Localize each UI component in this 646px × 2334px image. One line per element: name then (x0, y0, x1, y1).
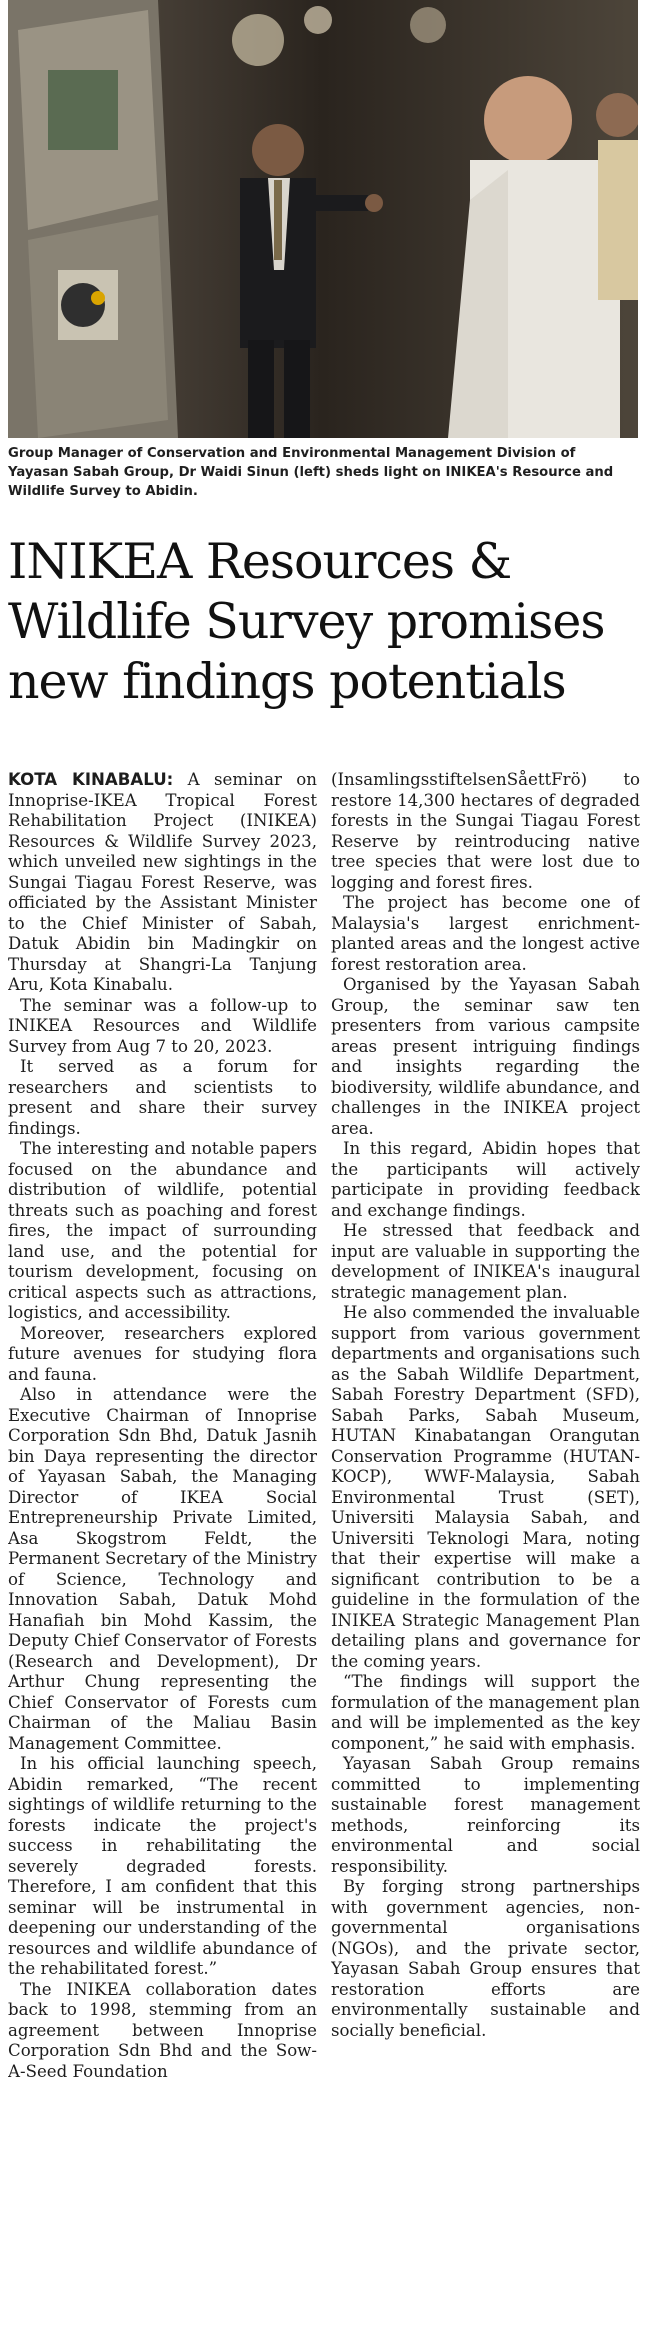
article-column-1 (8, 770, 317, 2330)
paragraph: The interesting and notable papers focused on the abundance and distribution of wildlife, potential threats such as poaching and forest fires, the impact of surrounding land use, and the potential for tourism development, focusing on critical aspects such as attractions, logistics, and accessibility. (8, 1139, 317, 1322)
paragraph: Organised by the Yayasan Sabah Group, the seminar saw ten presenters from various campsite areas present intriguing findings and insights regarding the biodiversity, wildlife abundance, and challenges in the INIKEA project area. (331, 975, 640, 1138)
article-photo (8, 0, 638, 438)
paragraph: He also commended the invaluable support from various government departments and organisations such as the Sabah Wildlife Department, Sabah Forestry Department (SFD), Sabah Parks, Sabah Museum, HUTAN Kinabatangan Orangutan Conservation Programme (HUTAN-KOCP), WWF-Malaysia, Sabah Environmental Trust (SET), Universiti Malaysia Sabah, and Universiti Teknologi Mara, noting that their expertise will make a significant contribution to be a guideline in the formulation of the INIKEA Strategic Management Plan detailing plans and governance for the coming years. (331, 1303, 640, 1671)
paragraph: “The findings will support the formulation of the management plan and will be implemented as the key component,” he said with emphasis. (331, 1672, 640, 1753)
paragraph: The INIKEA collaboration dates back to 1998, stemming from an agreement between Innoprise Corporation Sdn Bhd and the Sow-A-Seed Foundation (8, 1979, 317, 2081)
paragraph: In his official launching speech, Abidin remarked, “The recent sightings of wildlife returning to the forests indicate the project's success in rehabilitating the severely degraded forests. Therefore, I am confident that this seminar will be instrumental in deepening our understanding of the resources and wildlife abundance of the rehabilitated forest.” (8, 1754, 317, 1978)
paragraph: Also in attendance were the Executive Chairman of Innoprise Corporation Sdn Bhd, Datuk Jasnih bin Daya representing the director of Yayasan Sabah, the Managing Director of IKEA Social Entrepreneurship Private Limited, Asa Skogstrom Feldt, the Permanent Secretary of the Ministry of Science, Technology and Innovation Sabah, Datuk Mohd Hanafiah bin Mohd Kassim, the Deputy Chief Conservator of Forests (Research and Development), Dr Arthur Chung representing the Chief Conservator of Forests cum Chairman of the Maliau Basin Management Committee. (8, 1385, 317, 1753)
paragraph: It served as a forum for researchers and scientists to present and share their survey findings. (8, 1057, 317, 1138)
paragraph: The seminar was a follow-up to INIKEA Resources and Wildlife Survey from Aug 7 to 20, 2023. (8, 995, 317, 1056)
article-headline: INIKEA Resources & Wildlife Survey promises new findings potentials (8, 533, 605, 710)
photo-caption: Group Manager of Conservation and Environmental Management Division of Yayasan Sabah Group, Dr Waidi Sinun (left) sheds light on INIKEA's Resource and Wildlife Survey to Abidin. (8, 446, 614, 499)
paragraph: He stressed that feedback and input are valuable in supporting the development of INIKEA's inaugural strategic management plan. (331, 1221, 640, 1302)
paragraph: Yayasan Sabah Group remains committed to implementing sustainable forest management methods, reinforcing its environmental and social responsibility. (331, 1754, 640, 1876)
article-column-2 (331, 770, 640, 2330)
paragraph: The project has become one of Malaysia's largest enrichment-planted areas and the longest active forest restoration area. (331, 893, 640, 974)
paragraph: In this regard, Abidin hopes that the participants will actively participate in providing feedback and exchange findings. (331, 1139, 640, 1220)
dateline: KOTA KINABALU: (8, 770, 174, 789)
paragraph-text: A seminar on Innoprise-IKEA Tropical Forest Rehabilitation Project (INIKEA) Resources & Wildlife Survey 2023, which unveiled new sightings in the Sungai Tiagau Forest Reserve, was officiated by the Assistant Minister to the Chief Minister of Sabah, Datuk Abidin bin Madingkir on Thursday at Shangri-La Tanjung Aru, Kota Kinabalu. (8, 770, 317, 994)
article-body (8, 770, 640, 2330)
paragraph (8, 770, 317, 996)
paragraph: By forging strong partnerships with government agencies, non-governmental organisations (NGOs), and the private sector, Yayasan Sabah Group ensures that restoration efforts are environmentally sustainable and socially beneficial. (331, 1877, 640, 2040)
paragraph: (InsamlingsstiftelsenSåettFrö) to restore 14,300 hectares of degraded forests in the Sungai Tiagau Forest Reserve by reintroducing native tree species that were lost due to logging and forest fires. (331, 770, 640, 892)
paragraph: Moreover, researchers explored future avenues for studying flora and fauna. (8, 1323, 317, 1384)
